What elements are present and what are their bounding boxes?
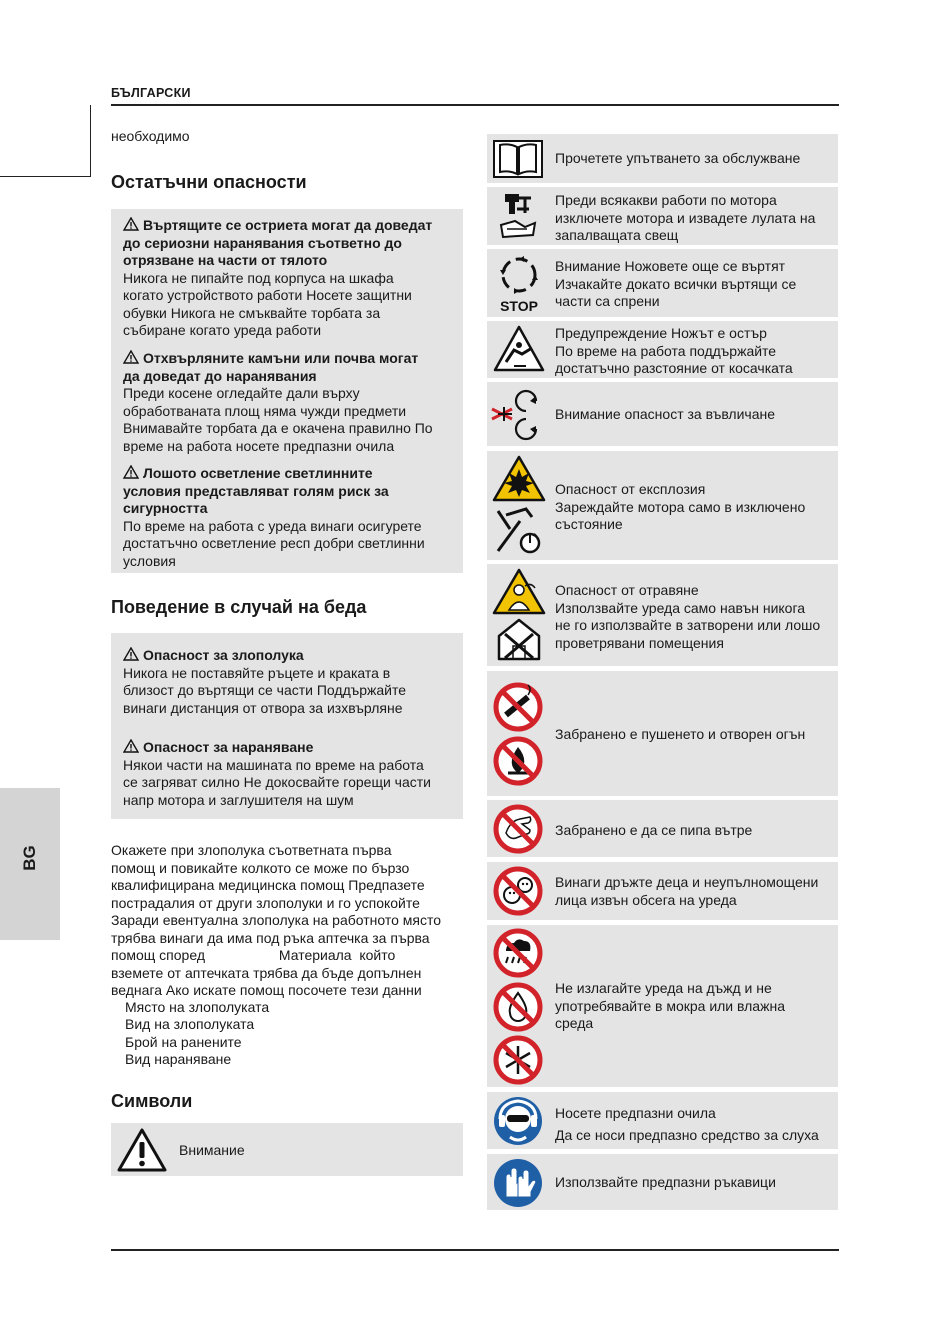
stop-rotating-icon xyxy=(492,253,546,315)
paragraph-line: вземете от аптечката трябва да бъде допълнен xyxy=(111,964,422,981)
warning-body-line: време на работа носете предпазни очила xyxy=(123,437,395,454)
warning-title-line: до сериозни наранявания съответно до xyxy=(123,234,402,251)
no-closed-room-icon xyxy=(495,616,543,662)
paragraph-line: пострадалия от други злополуки и го успокойте xyxy=(111,894,420,911)
warning-body-line: достатъчно осветление респ добри светлинни xyxy=(123,535,425,551)
header-rule xyxy=(111,104,839,106)
spark-plug-icon xyxy=(495,191,541,241)
symbol-text-line: Носете предпазни очила xyxy=(555,1105,716,1121)
book-icon xyxy=(492,138,544,180)
paragraph-line: помощ според Материала който xyxy=(111,947,396,963)
symbol-text-line: Зареждайте мотора само в изключено xyxy=(555,498,806,515)
warning-injury xyxy=(123,739,453,809)
symbol-text-line: Прочетете упътването за обслужване xyxy=(555,150,801,166)
gloves-icon xyxy=(492,1157,544,1209)
attention-symbol-row xyxy=(111,1123,463,1176)
warning-body-line: когато устройството работи Носете защитни xyxy=(123,287,412,303)
symbol-text-line: Преди всякакви работи по мотора xyxy=(555,192,777,208)
attention-triangle-icon xyxy=(116,1127,168,1173)
paragraph-line: помощ и повикайте колкото се може по бързо xyxy=(111,859,410,876)
warning-triangle-icon xyxy=(123,217,139,231)
symbol-row-entanglement xyxy=(487,382,838,446)
symbol-text-line: среда xyxy=(555,1015,594,1031)
residual-risks-box xyxy=(111,209,463,573)
warning-title-line: да доведат до наранявания xyxy=(123,367,317,384)
warning-title-line: отрязване на части от тялото xyxy=(123,252,328,268)
list-item: Място на злополуката xyxy=(125,999,270,1015)
symbol-text-line: Внимание опасност за въвличане xyxy=(555,406,776,422)
warning-body-line: обработваната площ няма чужди предмети xyxy=(123,402,407,419)
explosion-warning-icon xyxy=(492,455,546,503)
symbols-heading: Символи xyxy=(111,1091,193,1111)
warning-body-line: Внимавайте торбата да е окачена правилно По xyxy=(123,420,433,436)
warning-triangle-icon xyxy=(123,647,139,661)
symbol-text-line: Изчакайте докато всички въртящи се xyxy=(555,275,797,292)
symbol-text-line: Внимание Ножовете още се въртят xyxy=(555,258,786,274)
intro-text: необходимо xyxy=(111,128,190,144)
emergency-box xyxy=(111,633,463,819)
page-corner-mark xyxy=(0,105,91,177)
symbol-row-no-touch xyxy=(487,800,838,857)
language-header: БЪЛГАРСКИ xyxy=(111,86,191,100)
symbol-text-line: Винаги дръжте деца и неупълномощени xyxy=(555,874,819,890)
symbol-row-gloves xyxy=(487,1154,838,1210)
paragraph-line: квалифицирана медицинска помощ Предпазете xyxy=(111,877,425,893)
fuel-engine-off-icon xyxy=(492,505,546,557)
warning-body-line: По време на работа с уреда винаги осигурете xyxy=(123,517,422,534)
residual-risks-heading: Остатъчни опасности xyxy=(111,172,307,192)
symbol-text-line: не го използвайте в затворени или лошо xyxy=(555,617,821,633)
symbol-text-line: Да се носи предпазно средство за слуха xyxy=(555,1127,819,1143)
eye-ear-protection-icon xyxy=(492,1095,544,1147)
warning-body-line: винаги дистанция от отвора за изхвърляне xyxy=(123,699,403,716)
symbol-text-line: части са спрени xyxy=(555,293,660,309)
warning-triangle-icon xyxy=(123,465,139,479)
first-aid-paragraph xyxy=(111,842,463,1000)
symbol-text-line: По време на работа поддържайте xyxy=(555,342,777,359)
symbol-text-line: Опасност от отравяне xyxy=(555,582,699,598)
no-open-flame-icon xyxy=(492,735,544,787)
symbol-row-explosion xyxy=(487,451,838,560)
symbol-row-read-manual xyxy=(487,134,838,183)
sharp-blade-warning-icon xyxy=(492,324,546,374)
warning-blades xyxy=(123,217,453,340)
keep-children-away-icon xyxy=(492,865,544,917)
paragraph-line: трябва винаги да има под ръка аптечка за първа xyxy=(111,929,430,946)
warning-body-line: Никога не поставяйте ръцете и краката в xyxy=(123,664,391,681)
warning-lighting xyxy=(123,465,453,570)
no-frost-icon xyxy=(492,1034,544,1086)
paragraph-line: веднага Ако искате помощ посочете тези данни xyxy=(111,982,422,998)
svg-text:STOP: STOP xyxy=(500,298,538,314)
no-touch-icon xyxy=(492,803,544,855)
warning-body-line: Преди косене огледайте дали върху xyxy=(123,385,360,401)
warning-body-line: обувки Никога не смъквайте торбата за xyxy=(123,304,381,321)
symbol-text-line: Предупреждение Ножът е остър xyxy=(555,325,767,341)
symbol-text-line: Използвайте уреда само навън никога xyxy=(555,599,806,616)
warning-body-line: се загряват силно Не докосвайте горещи части xyxy=(123,774,431,790)
warning-triangle-icon xyxy=(123,739,139,753)
attention-label: Внимание xyxy=(179,1142,245,1158)
symbol-text-line: лица извън обсега на уреда xyxy=(555,891,737,908)
symbol-text-line: Забранено е да се пипа вътре xyxy=(555,822,753,838)
no-water-icon xyxy=(492,981,544,1033)
warning-triangle-icon xyxy=(123,350,139,364)
warning-title-line: Опасност за нараняване xyxy=(143,739,314,755)
symbol-row-poison xyxy=(487,564,838,666)
warning-body-line: събиране когато уреда работи xyxy=(123,322,322,338)
emergency-heading: Поведение в случай на беда xyxy=(111,597,367,617)
symbol-text-line: Използвайте предпазни ръкавици xyxy=(555,1174,776,1190)
symbol-row-no-smoking xyxy=(487,671,838,796)
warning-body-line: близост до въртящи се части Поддържайте xyxy=(123,682,406,698)
symbol-row-spark-plug xyxy=(487,187,838,245)
warning-stones xyxy=(123,350,453,455)
no-rain-icon xyxy=(492,927,544,979)
symbol-text-line: проветрявани помещения xyxy=(555,634,724,651)
language-side-tab xyxy=(0,788,60,940)
warning-body-line: напр мотора и заглушителя на шум xyxy=(123,791,354,808)
no-smoking-icon xyxy=(492,681,544,733)
list-item: Брой на ранените xyxy=(125,1034,242,1050)
symbol-row-rotating-blades xyxy=(487,249,838,317)
symbol-text-line: достатъчно разстояние от косачката xyxy=(555,360,793,376)
paragraph-line: Заради евентуална злополука на работното място xyxy=(111,912,442,928)
warning-title-line: Опасност за злополука xyxy=(143,647,304,663)
side-tab-label: BG xyxy=(20,845,39,871)
symbol-row-children xyxy=(487,862,838,920)
symbol-text-line: изключете мотора и извадете лулата на xyxy=(555,209,816,226)
poison-warning-icon xyxy=(492,568,546,616)
symbol-text-line: Опасност от експлозия xyxy=(555,481,706,497)
warning-body-line: Някои части на машината по време на работа xyxy=(123,756,424,773)
warning-body-line: Никога не пипайте под корпуса на шкафа xyxy=(123,269,394,286)
entanglement-icon xyxy=(490,387,546,441)
warning-title-line: Въртящите се остриета могат да доведат xyxy=(143,217,433,233)
symbol-text-line: Не излагайте уреда на дъжд и не xyxy=(555,980,772,996)
warning-title-line: Отхвърляните камъни или почва могат xyxy=(143,350,419,366)
symbol-text-line: състояние xyxy=(555,516,623,532)
symbol-row-sharp-blade xyxy=(487,321,838,378)
symbol-text-line: Забранено е пушенето и отворен огън xyxy=(555,726,806,742)
list-item: Вид на злополуката xyxy=(125,1016,255,1032)
list-item: Вид нараняване xyxy=(125,1051,232,1067)
warning-title-line: сигурността xyxy=(123,500,208,516)
warning-title-line: условия представляват голям риск за xyxy=(123,482,389,499)
warning-accident xyxy=(123,647,453,717)
symbol-row-eye-ear xyxy=(487,1092,838,1149)
warning-title-line: Лошото осветление светлинните xyxy=(143,465,373,481)
paragraph-line: Окажете при злополука съответната първа xyxy=(111,842,392,858)
footer-rule xyxy=(111,1249,839,1251)
symbol-row-weather xyxy=(487,925,838,1087)
warning-body-line: условия xyxy=(123,552,176,569)
symbol-text-line: запалващата свещ xyxy=(555,227,679,243)
symbol-text-line: употребявайте в мокра или влажна xyxy=(555,997,785,1014)
